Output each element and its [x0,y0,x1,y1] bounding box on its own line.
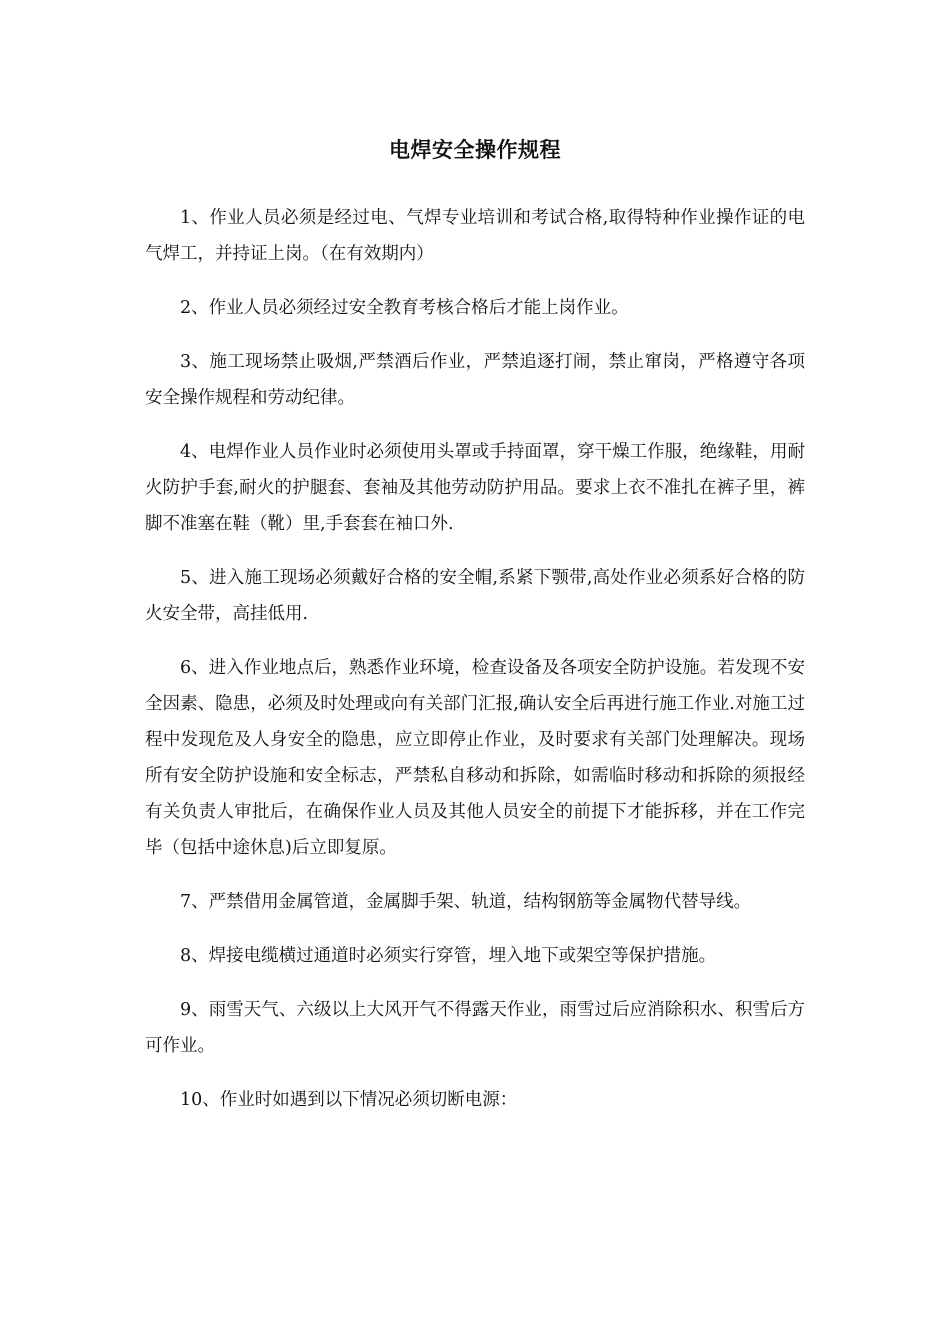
rule-paragraph-6: 6、进入作业地点后，熟悉作业环境，检查设备及各项安全防护设施。若发现不安全因素、隐患，必须及时处理或向有关部门汇报,确认安全后再进行施工作业.对施工过程中发现危及人身安全的隐患，应立即停止作业，及时要求有关部门处理解决。现场所有安全防护设施和安全标志，严禁私自移动和拆除，如需临时移动和拆除的须报经有关负责人审批后，在确保作业人员及其他人员安全的前提下才能拆移，并在工作完毕（包括中途休息)后立即复原。 [145,658,805,858]
rule-paragraph-9: 9、雨雪天气、六级以上大风开气不得露天作业，雨雪过后应消除积水、积雪后方可作业。 [145,1000,805,1056]
rule-paragraph-1: 1、作业人员必须是经过电、气焊专业培训和考试合格,取得特种作业操作证的电气焊工，并持证上岗。（在有效期内） [145,208,805,264]
rule-paragraph-8: 8、焊接电缆横过通道时必须实行穿管，埋入地下或架空等保护措施。 [180,946,717,966]
rule-paragraph-3: 3、施工现场禁止吸烟,严禁酒后作业，严禁追逐打闹，禁止窜岗，严格遵守各项安全操作规程和劳动纪律。 [145,352,805,408]
rule-paragraph-5: 5、进入施工现场必须戴好合格的安全帽,系紧下颚带,高处作业必须系好合格的防火安全带，高挂低用. [145,568,805,624]
rule-paragraph-10: 10、作业时如遇到以下情况必须切断电源： [180,1090,518,1110]
rule-paragraph-2: 2、作业人员必须经过安全教育考核合格后才能上岗作业。 [180,298,629,318]
document-title: 电焊安全操作规程 [389,138,561,162]
document-body [145,200,805,1136]
rule-paragraph-7: 7、严禁借用金属管道，金属脚手架、轨道，结构钢筋等金属物代替导线。 [180,892,752,912]
rule-paragraph-4: 4、电焊作业人员作业时必须使用头罩或手持面罩，穿干燥工作服，绝缘鞋，用耐火防护手套,耐火的护腿套、套袖及其他劳动防护用品。要求上衣不准扎在裤子里，裤脚不准塞在鞋（靴）里,手套套在袖口外. [145,442,805,534]
